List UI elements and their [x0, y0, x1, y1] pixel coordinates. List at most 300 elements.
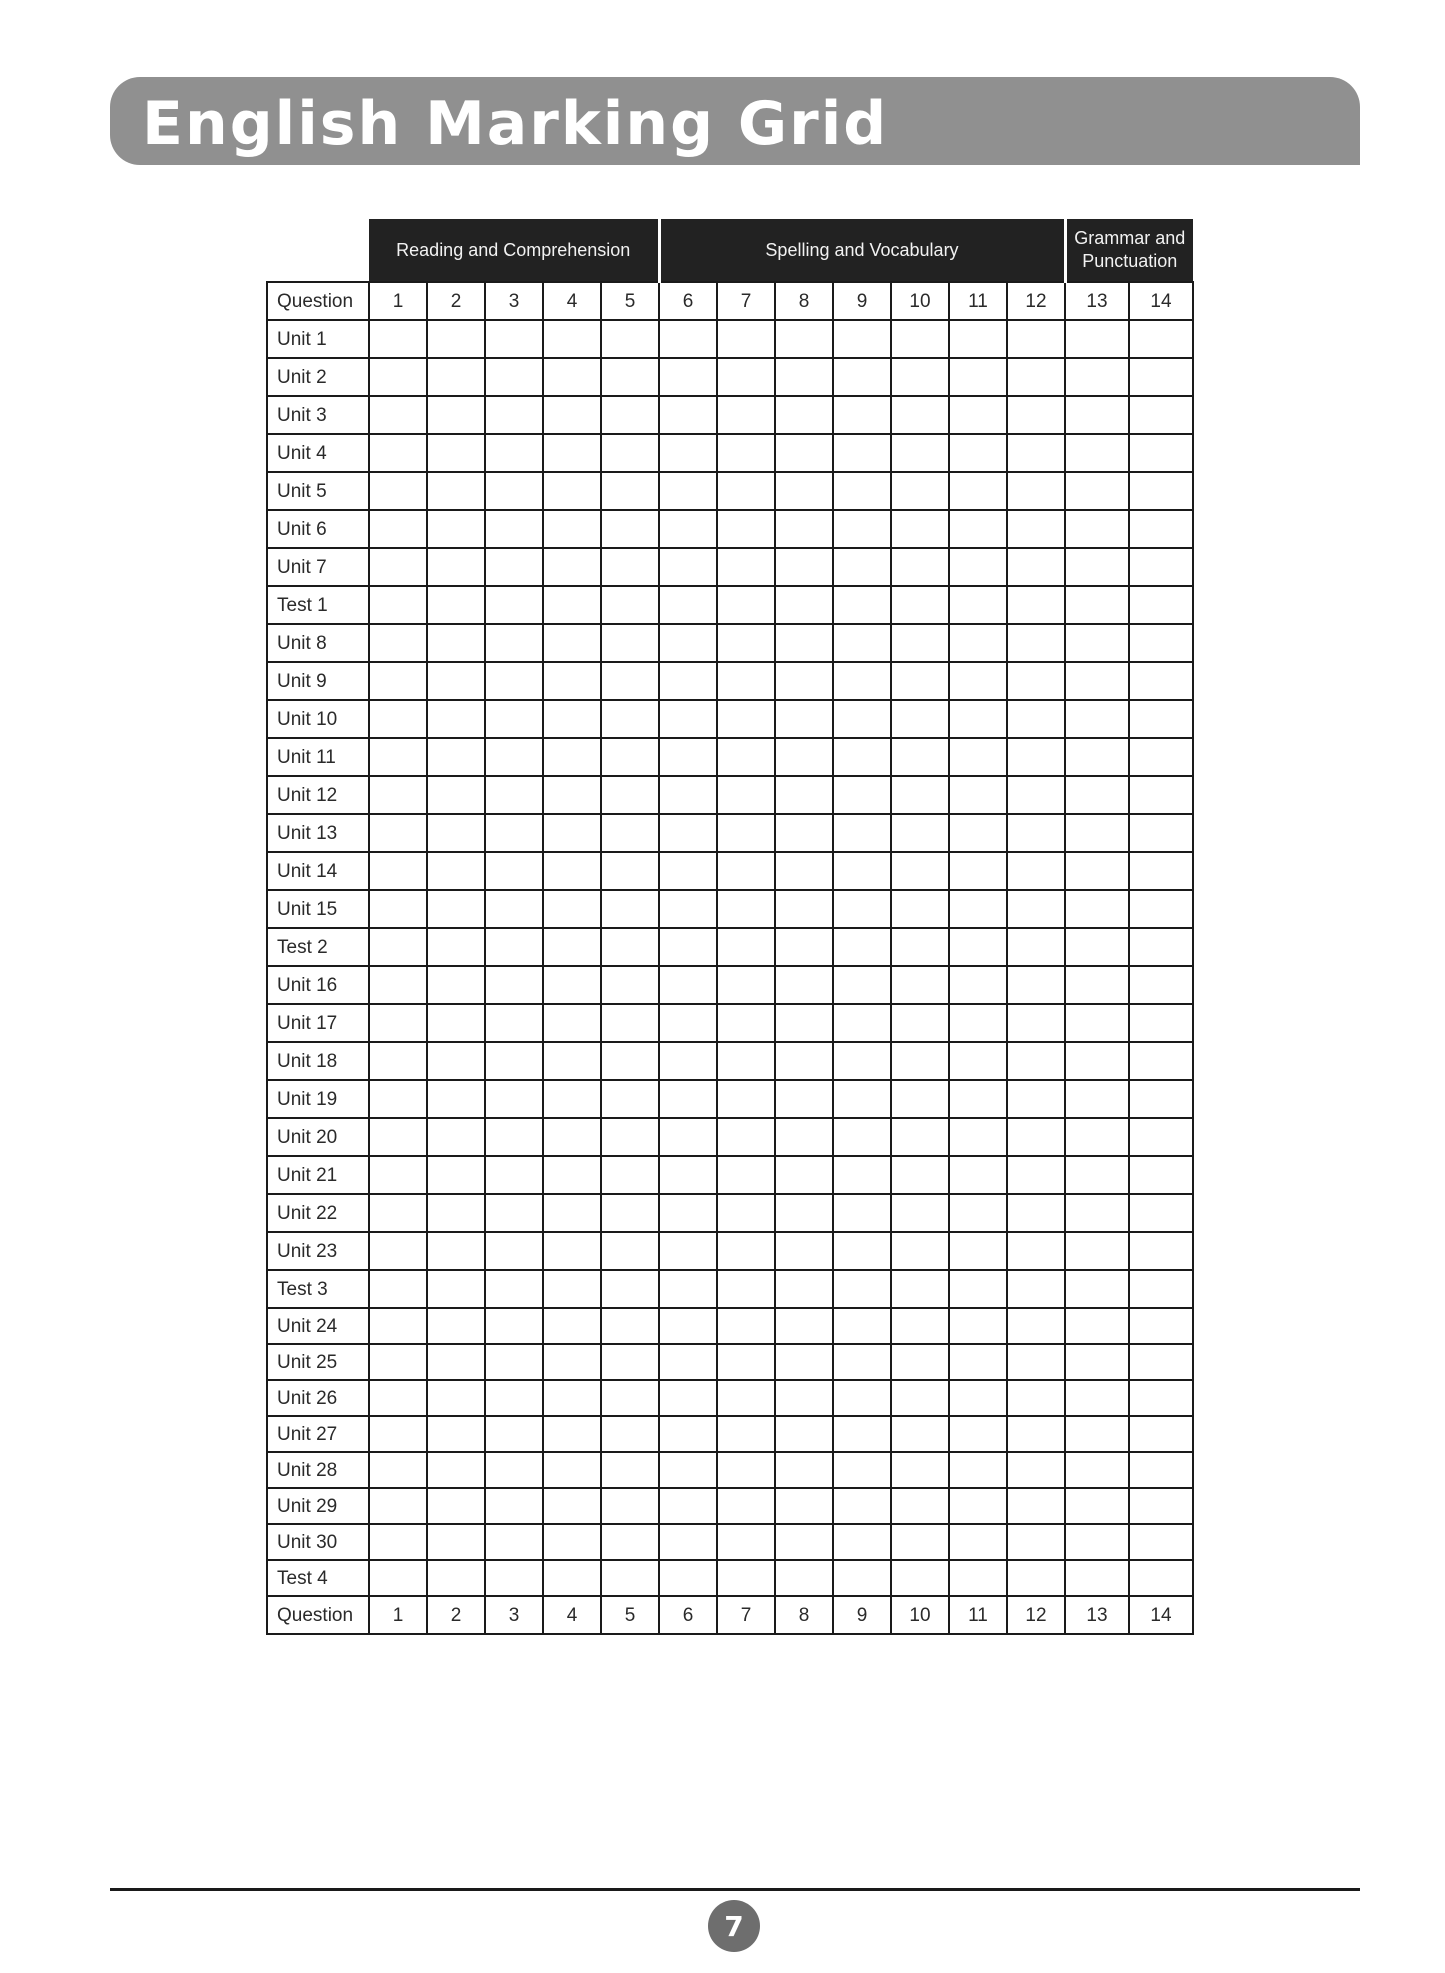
- mark-cell[interactable]: [1129, 1156, 1193, 1194]
- mark-cell[interactable]: [485, 1380, 543, 1416]
- mark-cell[interactable]: [775, 738, 833, 776]
- mark-cell[interactable]: [659, 928, 717, 966]
- mark-cell[interactable]: [659, 890, 717, 928]
- mark-cell[interactable]: [891, 890, 949, 928]
- mark-cell[interactable]: [949, 548, 1007, 586]
- mark-cell[interactable]: [369, 890, 427, 928]
- mark-cell[interactable]: [1065, 1194, 1129, 1232]
- mark-cell[interactable]: [1065, 814, 1129, 852]
- mark-cell[interactable]: [601, 1524, 659, 1560]
- mark-cell[interactable]: [601, 700, 659, 738]
- mark-cell[interactable]: [775, 1270, 833, 1308]
- mark-cell[interactable]: [949, 814, 1007, 852]
- mark-cell[interactable]: [369, 776, 427, 814]
- mark-cell[interactable]: [775, 510, 833, 548]
- mark-cell[interactable]: [485, 396, 543, 434]
- mark-cell[interactable]: [949, 1194, 1007, 1232]
- mark-cell[interactable]: [891, 586, 949, 624]
- mark-cell[interactable]: [543, 1270, 601, 1308]
- mark-cell[interactable]: [543, 814, 601, 852]
- mark-cell[interactable]: [427, 1118, 485, 1156]
- mark-cell[interactable]: [427, 510, 485, 548]
- mark-cell[interactable]: [833, 1004, 891, 1042]
- mark-cell[interactable]: [949, 890, 1007, 928]
- mark-cell[interactable]: [717, 814, 775, 852]
- mark-cell[interactable]: [427, 320, 485, 358]
- mark-cell[interactable]: [659, 852, 717, 890]
- mark-cell[interactable]: [659, 1416, 717, 1452]
- mark-cell[interactable]: [601, 510, 659, 548]
- mark-cell[interactable]: [659, 814, 717, 852]
- mark-cell[interactable]: [659, 548, 717, 586]
- mark-cell[interactable]: [1007, 1452, 1065, 1488]
- mark-cell[interactable]: [833, 928, 891, 966]
- mark-cell[interactable]: [891, 928, 949, 966]
- mark-cell[interactable]: [659, 1042, 717, 1080]
- mark-cell[interactable]: [427, 852, 485, 890]
- mark-cell[interactable]: [833, 738, 891, 776]
- mark-cell[interactable]: [1007, 1118, 1065, 1156]
- mark-cell[interactable]: [427, 738, 485, 776]
- mark-cell[interactable]: [1065, 396, 1129, 434]
- mark-cell[interactable]: [601, 586, 659, 624]
- mark-cell[interactable]: [891, 700, 949, 738]
- mark-cell[interactable]: [601, 852, 659, 890]
- mark-cell[interactable]: [1007, 624, 1065, 662]
- mark-cell[interactable]: [659, 1524, 717, 1560]
- mark-cell[interactable]: [775, 358, 833, 396]
- mark-cell[interactable]: [485, 586, 543, 624]
- mark-cell[interactable]: [485, 1524, 543, 1560]
- mark-cell[interactable]: [1007, 548, 1065, 586]
- mark-cell[interactable]: [891, 1488, 949, 1524]
- mark-cell[interactable]: [833, 1380, 891, 1416]
- mark-cell[interactable]: [485, 1416, 543, 1452]
- mark-cell[interactable]: [833, 966, 891, 1004]
- mark-cell[interactable]: [1129, 624, 1193, 662]
- mark-cell[interactable]: [369, 1524, 427, 1560]
- mark-cell[interactable]: [485, 358, 543, 396]
- mark-cell[interactable]: [369, 548, 427, 586]
- mark-cell[interactable]: [949, 1270, 1007, 1308]
- mark-cell[interactable]: [949, 358, 1007, 396]
- mark-cell[interactable]: [601, 662, 659, 700]
- mark-cell[interactable]: [717, 966, 775, 1004]
- mark-cell[interactable]: [717, 1156, 775, 1194]
- mark-cell[interactable]: [949, 852, 1007, 890]
- mark-cell[interactable]: [543, 1416, 601, 1452]
- mark-cell[interactable]: [659, 1380, 717, 1416]
- mark-cell[interactable]: [717, 1042, 775, 1080]
- mark-cell[interactable]: [949, 624, 1007, 662]
- mark-cell[interactable]: [369, 586, 427, 624]
- mark-cell[interactable]: [949, 1344, 1007, 1380]
- mark-cell[interactable]: [1129, 1118, 1193, 1156]
- mark-cell[interactable]: [659, 966, 717, 1004]
- mark-cell[interactable]: [949, 1156, 1007, 1194]
- mark-cell[interactable]: [427, 1488, 485, 1524]
- mark-cell[interactable]: [891, 1416, 949, 1452]
- mark-cell[interactable]: [833, 814, 891, 852]
- mark-cell[interactable]: [775, 852, 833, 890]
- mark-cell[interactable]: [1065, 586, 1129, 624]
- mark-cell[interactable]: [775, 1156, 833, 1194]
- mark-cell[interactable]: [775, 472, 833, 510]
- mark-cell[interactable]: [1129, 586, 1193, 624]
- mark-cell[interactable]: [833, 1560, 891, 1596]
- mark-cell[interactable]: [775, 814, 833, 852]
- mark-cell[interactable]: [717, 1524, 775, 1560]
- mark-cell[interactable]: [1129, 700, 1193, 738]
- mark-cell[interactable]: [717, 1308, 775, 1344]
- mark-cell[interactable]: [891, 814, 949, 852]
- mark-cell[interactable]: [1129, 1560, 1193, 1596]
- mark-cell[interactable]: [543, 1080, 601, 1118]
- mark-cell[interactable]: [427, 624, 485, 662]
- mark-cell[interactable]: [949, 472, 1007, 510]
- mark-cell[interactable]: [891, 1380, 949, 1416]
- mark-cell[interactable]: [775, 1452, 833, 1488]
- mark-cell[interactable]: [601, 1452, 659, 1488]
- mark-cell[interactable]: [369, 1042, 427, 1080]
- mark-cell[interactable]: [717, 358, 775, 396]
- mark-cell[interactable]: [891, 1308, 949, 1344]
- mark-cell[interactable]: [1007, 928, 1065, 966]
- mark-cell[interactable]: [1065, 624, 1129, 662]
- mark-cell[interactable]: [485, 548, 543, 586]
- mark-cell[interactable]: [833, 1194, 891, 1232]
- mark-cell[interactable]: [1129, 510, 1193, 548]
- mark-cell[interactable]: [369, 1560, 427, 1596]
- mark-cell[interactable]: [891, 1560, 949, 1596]
- mark-cell[interactable]: [833, 776, 891, 814]
- mark-cell[interactable]: [601, 814, 659, 852]
- mark-cell[interactable]: [369, 1080, 427, 1118]
- mark-cell[interactable]: [369, 1452, 427, 1488]
- mark-cell[interactable]: [659, 1156, 717, 1194]
- mark-cell[interactable]: [485, 1118, 543, 1156]
- mark-cell[interactable]: [949, 928, 1007, 966]
- mark-cell[interactable]: [485, 776, 543, 814]
- mark-cell[interactable]: [775, 548, 833, 586]
- mark-cell[interactable]: [833, 586, 891, 624]
- mark-cell[interactable]: [717, 1452, 775, 1488]
- mark-cell[interactable]: [891, 510, 949, 548]
- mark-cell[interactable]: [369, 434, 427, 472]
- mark-cell[interactable]: [891, 1080, 949, 1118]
- mark-cell[interactable]: [1065, 1380, 1129, 1416]
- mark-cell[interactable]: [833, 1270, 891, 1308]
- mark-cell[interactable]: [1129, 1308, 1193, 1344]
- mark-cell[interactable]: [369, 510, 427, 548]
- mark-cell[interactable]: [543, 662, 601, 700]
- mark-cell[interactable]: [891, 1194, 949, 1232]
- mark-cell[interactable]: [775, 1560, 833, 1596]
- mark-cell[interactable]: [369, 1004, 427, 1042]
- mark-cell[interactable]: [543, 548, 601, 586]
- mark-cell[interactable]: [775, 586, 833, 624]
- mark-cell[interactable]: [485, 1004, 543, 1042]
- mark-cell[interactable]: [1007, 1042, 1065, 1080]
- mark-cell[interactable]: [543, 1042, 601, 1080]
- mark-cell[interactable]: [369, 928, 427, 966]
- mark-cell[interactable]: [485, 928, 543, 966]
- mark-cell[interactable]: [543, 1156, 601, 1194]
- mark-cell[interactable]: [369, 1194, 427, 1232]
- mark-cell[interactable]: [833, 1232, 891, 1270]
- mark-cell[interactable]: [775, 434, 833, 472]
- mark-cell[interactable]: [717, 1270, 775, 1308]
- mark-cell[interactable]: [717, 1194, 775, 1232]
- mark-cell[interactable]: [659, 1308, 717, 1344]
- mark-cell[interactable]: [601, 624, 659, 662]
- mark-cell[interactable]: [775, 700, 833, 738]
- mark-cell[interactable]: [369, 358, 427, 396]
- mark-cell[interactable]: [1007, 510, 1065, 548]
- mark-cell[interactable]: [891, 1344, 949, 1380]
- mark-cell[interactable]: [775, 890, 833, 928]
- mark-cell[interactable]: [543, 776, 601, 814]
- mark-cell[interactable]: [543, 510, 601, 548]
- mark-cell[interactable]: [1065, 1080, 1129, 1118]
- mark-cell[interactable]: [775, 1524, 833, 1560]
- mark-cell[interactable]: [485, 510, 543, 548]
- mark-cell[interactable]: [949, 662, 1007, 700]
- mark-cell[interactable]: [427, 700, 485, 738]
- mark-cell[interactable]: [543, 890, 601, 928]
- mark-cell[interactable]: [891, 738, 949, 776]
- mark-cell[interactable]: [427, 1416, 485, 1452]
- mark-cell[interactable]: [833, 1416, 891, 1452]
- mark-cell[interactable]: [543, 624, 601, 662]
- mark-cell[interactable]: [369, 814, 427, 852]
- mark-cell[interactable]: [1007, 320, 1065, 358]
- mark-cell[interactable]: [891, 1156, 949, 1194]
- mark-cell[interactable]: [485, 1308, 543, 1344]
- mark-cell[interactable]: [1065, 548, 1129, 586]
- mark-cell[interactable]: [369, 738, 427, 776]
- mark-cell[interactable]: [485, 472, 543, 510]
- mark-cell[interactable]: [427, 1080, 485, 1118]
- mark-cell[interactable]: [601, 1004, 659, 1042]
- mark-cell[interactable]: [1065, 776, 1129, 814]
- mark-cell[interactable]: [427, 1194, 485, 1232]
- mark-cell[interactable]: [1065, 510, 1129, 548]
- mark-cell[interactable]: [949, 396, 1007, 434]
- mark-cell[interactable]: [427, 548, 485, 586]
- mark-cell[interactable]: [1007, 776, 1065, 814]
- mark-cell[interactable]: [1129, 1524, 1193, 1560]
- mark-cell[interactable]: [1129, 1232, 1193, 1270]
- mark-cell[interactable]: [891, 852, 949, 890]
- mark-cell[interactable]: [833, 1042, 891, 1080]
- mark-cell[interactable]: [659, 662, 717, 700]
- mark-cell[interactable]: [485, 966, 543, 1004]
- mark-cell[interactable]: [717, 1004, 775, 1042]
- mark-cell[interactable]: [485, 1344, 543, 1380]
- mark-cell[interactable]: [891, 624, 949, 662]
- mark-cell[interactable]: [427, 1560, 485, 1596]
- mark-cell[interactable]: [1007, 890, 1065, 928]
- mark-cell[interactable]: [485, 1488, 543, 1524]
- mark-cell[interactable]: [1007, 358, 1065, 396]
- mark-cell[interactable]: [833, 548, 891, 586]
- mark-cell[interactable]: [891, 1118, 949, 1156]
- mark-cell[interactable]: [949, 1308, 1007, 1344]
- mark-cell[interactable]: [1129, 814, 1193, 852]
- mark-cell[interactable]: [775, 320, 833, 358]
- mark-cell[interactable]: [369, 852, 427, 890]
- mark-cell[interactable]: [427, 1524, 485, 1560]
- mark-cell[interactable]: [775, 396, 833, 434]
- mark-cell[interactable]: [1007, 1380, 1065, 1416]
- mark-cell[interactable]: [1065, 358, 1129, 396]
- mark-cell[interactable]: [427, 662, 485, 700]
- mark-cell[interactable]: [427, 1004, 485, 1042]
- mark-cell[interactable]: [601, 434, 659, 472]
- mark-cell[interactable]: [891, 1042, 949, 1080]
- mark-cell[interactable]: [833, 700, 891, 738]
- mark-cell[interactable]: [833, 510, 891, 548]
- mark-cell[interactable]: [775, 1488, 833, 1524]
- mark-cell[interactable]: [659, 1560, 717, 1596]
- mark-cell[interactable]: [1129, 1416, 1193, 1452]
- mark-cell[interactable]: [485, 1042, 543, 1080]
- mark-cell[interactable]: [543, 1232, 601, 1270]
- mark-cell[interactable]: [427, 1344, 485, 1380]
- mark-cell[interactable]: [543, 320, 601, 358]
- mark-cell[interactable]: [427, 1380, 485, 1416]
- mark-cell[interactable]: [543, 396, 601, 434]
- mark-cell[interactable]: [1129, 1004, 1193, 1042]
- mark-cell[interactable]: [543, 1524, 601, 1560]
- mark-cell[interactable]: [369, 1344, 427, 1380]
- mark-cell[interactable]: [659, 1080, 717, 1118]
- mark-cell[interactable]: [1007, 1488, 1065, 1524]
- mark-cell[interactable]: [485, 624, 543, 662]
- mark-cell[interactable]: [543, 1004, 601, 1042]
- mark-cell[interactable]: [1065, 472, 1129, 510]
- mark-cell[interactable]: [1129, 1452, 1193, 1488]
- mark-cell[interactable]: [949, 586, 1007, 624]
- mark-cell[interactable]: [775, 1194, 833, 1232]
- mark-cell[interactable]: [369, 1488, 427, 1524]
- mark-cell[interactable]: [659, 1452, 717, 1488]
- mark-cell[interactable]: [427, 966, 485, 1004]
- mark-cell[interactable]: [1129, 1042, 1193, 1080]
- mark-cell[interactable]: [717, 890, 775, 928]
- mark-cell[interactable]: [833, 1118, 891, 1156]
- mark-cell[interactable]: [717, 624, 775, 662]
- mark-cell[interactable]: [891, 434, 949, 472]
- mark-cell[interactable]: [833, 1524, 891, 1560]
- mark-cell[interactable]: [1065, 434, 1129, 472]
- mark-cell[interactable]: [1007, 586, 1065, 624]
- mark-cell[interactable]: [427, 814, 485, 852]
- mark-cell[interactable]: [659, 1270, 717, 1308]
- mark-cell[interactable]: [1129, 662, 1193, 700]
- mark-cell[interactable]: [717, 396, 775, 434]
- mark-cell[interactable]: [485, 738, 543, 776]
- mark-cell[interactable]: [1065, 1524, 1129, 1560]
- mark-cell[interactable]: [717, 1380, 775, 1416]
- mark-cell[interactable]: [775, 1308, 833, 1344]
- mark-cell[interactable]: [1065, 1118, 1129, 1156]
- mark-cell[interactable]: [1007, 1156, 1065, 1194]
- mark-cell[interactable]: [369, 700, 427, 738]
- mark-cell[interactable]: [717, 852, 775, 890]
- mark-cell[interactable]: [1065, 1308, 1129, 1344]
- mark-cell[interactable]: [717, 586, 775, 624]
- mark-cell[interactable]: [717, 662, 775, 700]
- mark-cell[interactable]: [1129, 852, 1193, 890]
- mark-cell[interactable]: [1007, 966, 1065, 1004]
- mark-cell[interactable]: [485, 814, 543, 852]
- mark-cell[interactable]: [949, 1560, 1007, 1596]
- mark-cell[interactable]: [543, 1194, 601, 1232]
- mark-cell[interactable]: [485, 320, 543, 358]
- mark-cell[interactable]: [1065, 890, 1129, 928]
- mark-cell[interactable]: [717, 510, 775, 548]
- mark-cell[interactable]: [1007, 1344, 1065, 1380]
- mark-cell[interactable]: [427, 1232, 485, 1270]
- mark-cell[interactable]: [1065, 1488, 1129, 1524]
- mark-cell[interactable]: [659, 358, 717, 396]
- mark-cell[interactable]: [1065, 1042, 1129, 1080]
- mark-cell[interactable]: [1065, 320, 1129, 358]
- mark-cell[interactable]: [1129, 358, 1193, 396]
- mark-cell[interactable]: [891, 966, 949, 1004]
- mark-cell[interactable]: [949, 1452, 1007, 1488]
- mark-cell[interactable]: [601, 966, 659, 1004]
- mark-cell[interactable]: [891, 1452, 949, 1488]
- mark-cell[interactable]: [369, 966, 427, 1004]
- mark-cell[interactable]: [601, 1156, 659, 1194]
- mark-cell[interactable]: [1065, 738, 1129, 776]
- mark-cell[interactable]: [949, 1080, 1007, 1118]
- mark-cell[interactable]: [543, 1488, 601, 1524]
- mark-cell[interactable]: [659, 700, 717, 738]
- mark-cell[interactable]: [1129, 1194, 1193, 1232]
- mark-cell[interactable]: [369, 1416, 427, 1452]
- mark-cell[interactable]: [891, 1232, 949, 1270]
- mark-cell[interactable]: [369, 624, 427, 662]
- mark-cell[interactable]: [427, 890, 485, 928]
- mark-cell[interactable]: [1065, 966, 1129, 1004]
- mark-cell[interactable]: [601, 1194, 659, 1232]
- mark-cell[interactable]: [427, 1452, 485, 1488]
- mark-cell[interactable]: [543, 1344, 601, 1380]
- mark-cell[interactable]: [775, 662, 833, 700]
- mark-cell[interactable]: [659, 1232, 717, 1270]
- mark-cell[interactable]: [427, 1042, 485, 1080]
- mark-cell[interactable]: [485, 852, 543, 890]
- mark-cell[interactable]: [833, 1156, 891, 1194]
- mark-cell[interactable]: [775, 1080, 833, 1118]
- mark-cell[interactable]: [949, 776, 1007, 814]
- mark-cell[interactable]: [833, 624, 891, 662]
- mark-cell[interactable]: [369, 1308, 427, 1344]
- mark-cell[interactable]: [601, 1270, 659, 1308]
- mark-cell[interactable]: [891, 396, 949, 434]
- mark-cell[interactable]: [543, 434, 601, 472]
- mark-cell[interactable]: [717, 700, 775, 738]
- mark-cell[interactable]: [949, 1042, 1007, 1080]
- mark-cell[interactable]: [1007, 1416, 1065, 1452]
- mark-cell[interactable]: [1007, 662, 1065, 700]
- mark-cell[interactable]: [717, 1080, 775, 1118]
- mark-cell[interactable]: [949, 1232, 1007, 1270]
